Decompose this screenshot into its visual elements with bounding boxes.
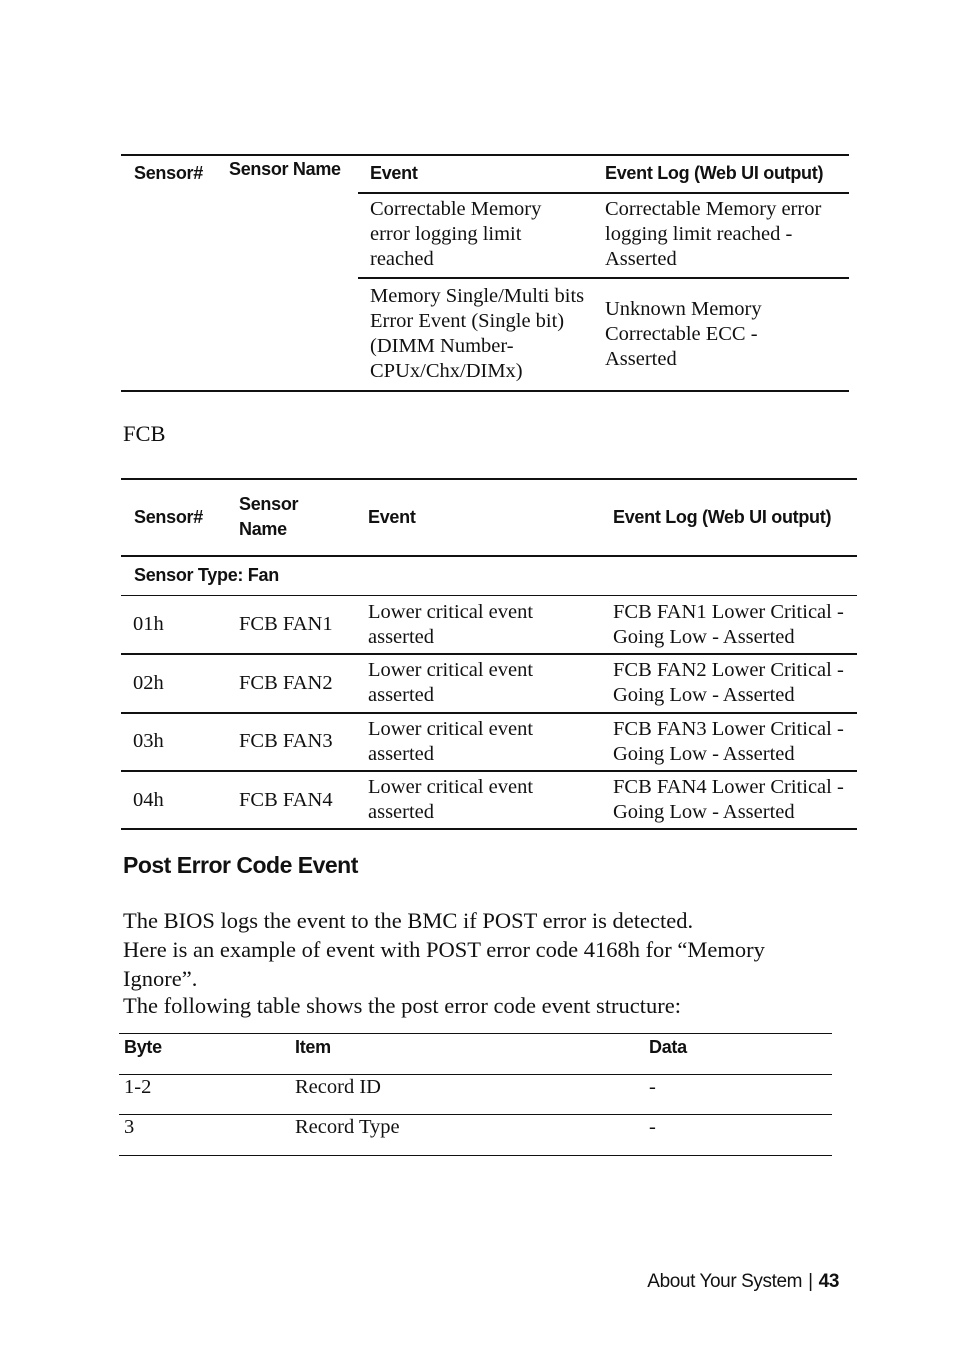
sensor-num-cell: 03h — [133, 730, 164, 752]
sensor-name-cell: FCB FAN2 — [239, 672, 333, 694]
paragraph: The BIOS logs the event to the BMC if POST error is detected. — [123, 908, 694, 933]
header-data: Data — [649, 1037, 687, 1057]
paragraph: Ignore”. — [123, 966, 198, 991]
event-log-cell: Correctable Memory error logging limit reached - Asserted — [605, 198, 822, 270]
table-bottom-rule — [121, 828, 857, 830]
table-top-rule — [119, 1033, 832, 1034]
sensor-name-cell: FCB FAN1 — [239, 613, 333, 635]
event-log-cell: Unknown Memory Correctable ECC - Asserted — [605, 298, 762, 370]
header-byte: Byte — [124, 1037, 162, 1057]
section-title: Post Error Code Event — [123, 852, 358, 878]
sensor-name-cell: FCB FAN3 — [239, 730, 333, 752]
event-cell: Lower critical event asserted — [368, 659, 534, 706]
header-sensor-num: Sensor# — [134, 507, 203, 527]
sensor-num-cell: 04h — [133, 789, 164, 811]
header-event: Event — [370, 163, 418, 183]
footer-divider: | — [808, 1271, 813, 1292]
table-top-rule — [121, 478, 857, 480]
paragraph: Here is an example of event with POST error code 4168h for “Memory — [123, 937, 765, 962]
header-rule — [358, 192, 849, 194]
data-cell: - — [649, 1116, 656, 1138]
header-event-log: Event Log (Web UI output) — [613, 507, 832, 527]
table-bottom-rule — [121, 390, 849, 392]
fcb-label: FCB — [123, 421, 166, 446]
table-bottom-rule — [119, 1155, 832, 1156]
event-cell: Lower critical event asserted — [368, 601, 534, 648]
header-event-log: Event Log (Web UI output) — [605, 163, 824, 183]
header-sensor-num: Sensor# — [134, 163, 203, 183]
header-sensor-name: Sensor Name — [229, 159, 341, 179]
event-log-cell: FCB FAN3 Lower Critical - Going Low - Asserted — [613, 718, 844, 765]
paragraph: The following table shows the post error code event structure: — [123, 993, 681, 1018]
header-rule — [121, 555, 857, 557]
row-rule — [358, 277, 849, 279]
event-log-cell: FCB FAN4 Lower Critical - Going Low - Asserted — [613, 776, 844, 823]
sensor-num-cell: 02h — [133, 672, 164, 694]
header-event: Event — [368, 507, 416, 527]
data-cell: - — [649, 1076, 656, 1098]
byte-cell: 1-2 — [124, 1076, 152, 1098]
event-log-cell: FCB FAN2 Lower Critical - Going Low - Asserted — [613, 659, 844, 706]
item-cell: Record Type — [295, 1116, 400, 1138]
event-cell: Lower critical event asserted — [368, 776, 534, 823]
event-cell: Lower critical event asserted — [368, 718, 534, 765]
row-rule — [121, 653, 857, 655]
page-number: 43 — [818, 1271, 839, 1292]
fcb-fan-table — [121, 478, 857, 830]
header-rule — [119, 1074, 832, 1075]
row-rule — [121, 770, 857, 772]
event-log-cell: FCB FAN1 Lower Critical - Going Low - Asserted — [613, 601, 844, 648]
page-footer — [647, 1271, 839, 1293]
row-rule — [119, 1114, 832, 1115]
byte-cell: 3 — [124, 1116, 135, 1138]
sensor-type-label: Sensor Type: Fan — [134, 565, 279, 585]
header-sensor-name: Sensor — [239, 494, 299, 514]
event-cell: Memory Single/Multi bits Error Event (Single bit)(DIMM Number-CPUx/Chx/DIMx) — [370, 285, 585, 382]
event-cell: Correctable Memory error logging limit reached — [370, 198, 542, 270]
sensor-num-cell: 01h — [133, 613, 164, 635]
sensor-name-cell: FCB FAN4 — [239, 789, 333, 811]
footer-section-name: About Your System — [647, 1271, 803, 1292]
header-sensor-name: Name — [239, 519, 287, 539]
item-cell: Record ID — [295, 1076, 381, 1098]
memory-event-table — [121, 154, 849, 392]
header-item: Item — [295, 1037, 331, 1057]
row-rule — [121, 595, 857, 596]
row-rule — [121, 712, 857, 714]
post-error-table — [119, 1033, 832, 1156]
table-top-rule — [121, 154, 849, 156]
